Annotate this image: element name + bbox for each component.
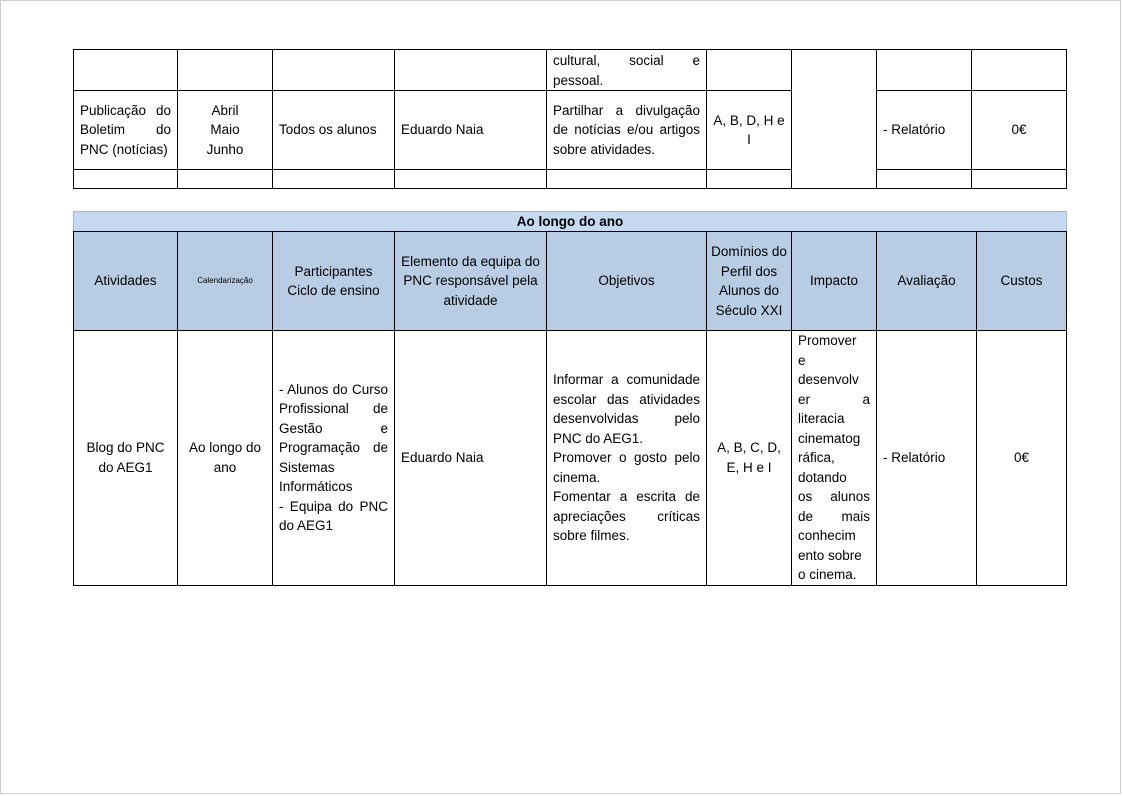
table-row: [74, 170, 1067, 189]
impacto-line: o cinema.: [798, 567, 857, 582]
activities-table-year: [73, 211, 1067, 586]
impacto-line: ráfica,: [798, 450, 835, 465]
custos-cell: 0€: [972, 91, 1067, 170]
elemento-cell: Eduardo Naia: [395, 331, 547, 586]
cell: [273, 50, 395, 91]
section-band: [74, 212, 1067, 232]
participantes-cell: [273, 331, 395, 586]
objetivos-cell: Partilhar a divulgação de notícias e/ou artigos sobre atividades.: [547, 91, 707, 170]
impacto-line: cinematog: [798, 430, 861, 446]
cell: [877, 170, 972, 189]
elemento-cell: Eduardo Naia: [395, 91, 547, 170]
header-elemento: Elemento da equipa do PNC responsável pela atividade: [395, 232, 547, 331]
cell: [74, 50, 178, 91]
impacto-line: e: [798, 352, 806, 368]
header-custos: Custos: [977, 232, 1067, 331]
impacto-line: desenvolv: [798, 372, 859, 387]
cell: [178, 50, 273, 91]
table-row: [74, 91, 1067, 170]
month: Maio: [210, 122, 240, 138]
dominios-cell: A, B, D, H e I: [707, 91, 792, 170]
impacto-line: conhecim: [798, 528, 856, 543]
section-title: Ao longo do ano: [74, 212, 1067, 232]
activities-table-top: [73, 49, 1067, 189]
impacto-line: de mais: [798, 508, 870, 524]
impacto-line: literacia: [798, 411, 845, 426]
calendarizacao-cell: Ao longo do ano: [178, 331, 273, 586]
participantes-cell: Todos os alunos: [273, 91, 395, 170]
header-impacto: Impacto: [792, 232, 877, 331]
table-row: [74, 50, 1067, 91]
atividade-cell: Blog do PNC do AEG1: [74, 331, 178, 586]
header-row: [74, 232, 1067, 331]
header-dominios: Domínios do Perfil dos Alunos do Século XXI: [707, 232, 792, 331]
cell: [547, 170, 707, 189]
impacto-line: dotando: [798, 469, 847, 485]
header-objetivos: Objetivos: [547, 232, 707, 331]
cell: [178, 170, 273, 189]
custos-cell: 0€: [977, 331, 1067, 586]
dominios-cell: A, B, C, D, E, H e I: [707, 331, 792, 586]
impacto-cell: [792, 331, 877, 586]
cell: [707, 50, 792, 91]
objetivos-line: Fomentar a escrita de apreciações críticas sobre filmes.: [553, 489, 700, 543]
avaliacao-cell: - Relatório: [877, 331, 977, 586]
header-calendarizacao: Calendarização: [178, 232, 273, 331]
impacto-line: os alunos: [798, 489, 870, 504]
table-row: [74, 331, 1067, 586]
impacto-cell: [792, 50, 877, 189]
avaliacao-cell: - Relatório: [877, 91, 972, 170]
objetivos-cell: [547, 50, 707, 91]
cell: [972, 170, 1067, 189]
month: Junho: [206, 141, 244, 157]
cell: [707, 170, 792, 189]
objetivos-line: pessoal.: [553, 72, 604, 88]
atividade-cell: Publicação do Boletim do PNC (notícias): [74, 91, 178, 170]
objetivos-cell: [547, 331, 707, 586]
cell: [273, 170, 395, 189]
cell: [877, 50, 972, 91]
header-avaliacao: Avaliação: [877, 232, 977, 331]
impacto-line: ento sobre: [798, 547, 862, 563]
cell: [395, 170, 547, 189]
objetivos-line: Promover o gosto pelo cinema.: [553, 450, 700, 485]
participantes-line: - Alunos do Curso Profissional de Gestão e Programação de Sistemas Informáticos: [279, 381, 388, 495]
objetivos-line: Informar a comunidade escolar das atividades desenvolvidas pelo PNC do AEG1.: [553, 372, 700, 446]
header-participantes: Participantes Ciclo de ensino: [273, 232, 395, 331]
month: Abril: [211, 102, 239, 118]
impacto-line: Promover: [798, 333, 857, 348]
calendarizacao-cell: [178, 91, 273, 170]
cell: [395, 50, 547, 91]
header-atividades: Atividades: [74, 232, 178, 331]
objetivos-line: cultural, social e: [553, 53, 700, 68]
impacto-line: er a: [798, 391, 870, 407]
cell: [972, 50, 1067, 91]
participantes-line: - Equipa do PNC do AEG1: [279, 498, 388, 534]
cell: [74, 170, 178, 189]
